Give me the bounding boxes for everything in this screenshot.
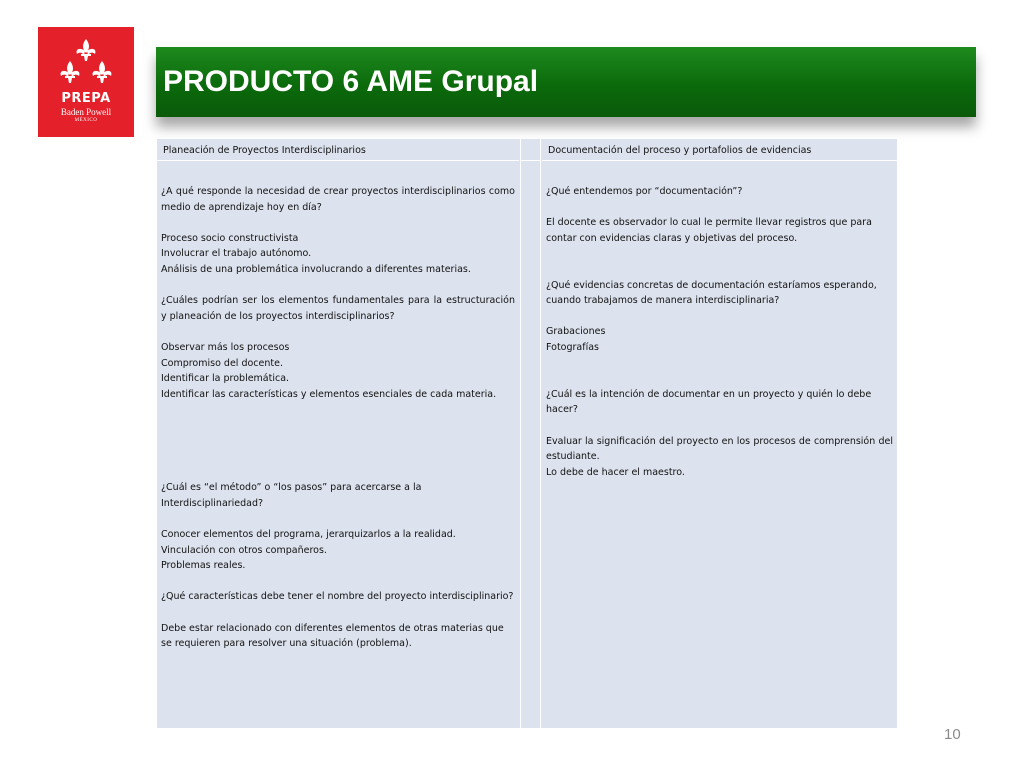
documentation-answer-3: Evaluar la significación del proyecto en los procesos de comprensión del estudiante. Lo debe de hacer el maestro. bbox=[546, 435, 893, 478]
planning-question-4: ¿Qué características debe tener el nombre del proyecto interdisciplinario? bbox=[161, 591, 514, 603]
spacer-header bbox=[521, 139, 540, 161]
slide-title: PRODUCTO 6 AME Grupal bbox=[163, 65, 539, 98]
documentation-answer-2: Grabaciones Fotografías bbox=[546, 326, 606, 353]
title-banner bbox=[156, 47, 976, 117]
planning-body bbox=[157, 162, 519, 728]
planning-answer-2: Observar más los procesos Compromiso del docente. Identificar la problemática. Identificar las características y elementos esenciales de cada materia. bbox=[161, 341, 497, 400]
logo-subtitle: Baden Powell bbox=[60, 107, 112, 117]
fleur-de-lis-icon bbox=[58, 37, 114, 89]
planning-answer-4: Debe estar relacionado con diferentes elementos de otras materias que se requieren para resolver una situación (problema). bbox=[161, 622, 504, 650]
logo-brand: PREPA bbox=[61, 91, 111, 106]
documentation-body bbox=[542, 162, 897, 728]
planning-header: Planeación de Proyectos Interdisciplinarios bbox=[157, 139, 519, 161]
spacer-column bbox=[520, 139, 541, 728]
logo-country: MÉXICO bbox=[74, 118, 98, 123]
planning-answer-1: Proceso socio constructivista Involucrar el trabajo autónomo. Análisis de una problemática involucrando a diferentes materias. bbox=[161, 232, 471, 275]
documentation-question-3: ¿Cuál es la intención de documentar en un proyecto y quién lo debe hacer? bbox=[546, 388, 872, 416]
planning-question-2: ¿Cuáles podrían ser los elementos fundamentales para la estructuración y planeación de los proyectos interdisciplinarios? bbox=[161, 295, 515, 322]
content-table bbox=[157, 139, 897, 728]
documentation-header: Documentación del proceso y portafolios de evidencias bbox=[542, 139, 897, 161]
documentation-column bbox=[542, 139, 897, 728]
planning-answer-3: Conocer elementos del programa, jerarquizarlos a la realidad. Vinculación con otros compañeros. Problemas reales. bbox=[161, 529, 456, 572]
page-number: 10 bbox=[944, 726, 961, 743]
documentation-answer-1: El docente es observador lo cual le permite llevar registros que para contar con evidencias claras y objetivas del proceso. bbox=[546, 217, 872, 244]
school-logo bbox=[38, 27, 134, 137]
documentation-question-2: ¿Qué evidencias concretas de documentación estaríamos esperando, cuando trabajamos de manera interdisciplinaria? bbox=[546, 279, 877, 307]
planning-question-1: ¿A qué responde la necesidad de crear proyectos interdisciplinarios como medio de aprendizaje hoy en día? bbox=[161, 186, 515, 213]
planning-column bbox=[157, 139, 519, 728]
planning-question-3: ¿Cuál es “el método” o “los pasos” para acercarse a la Interdisciplinariedad? bbox=[161, 482, 422, 509]
documentation-question-1: ¿Qué entendemos por “documentación”? bbox=[546, 186, 743, 197]
